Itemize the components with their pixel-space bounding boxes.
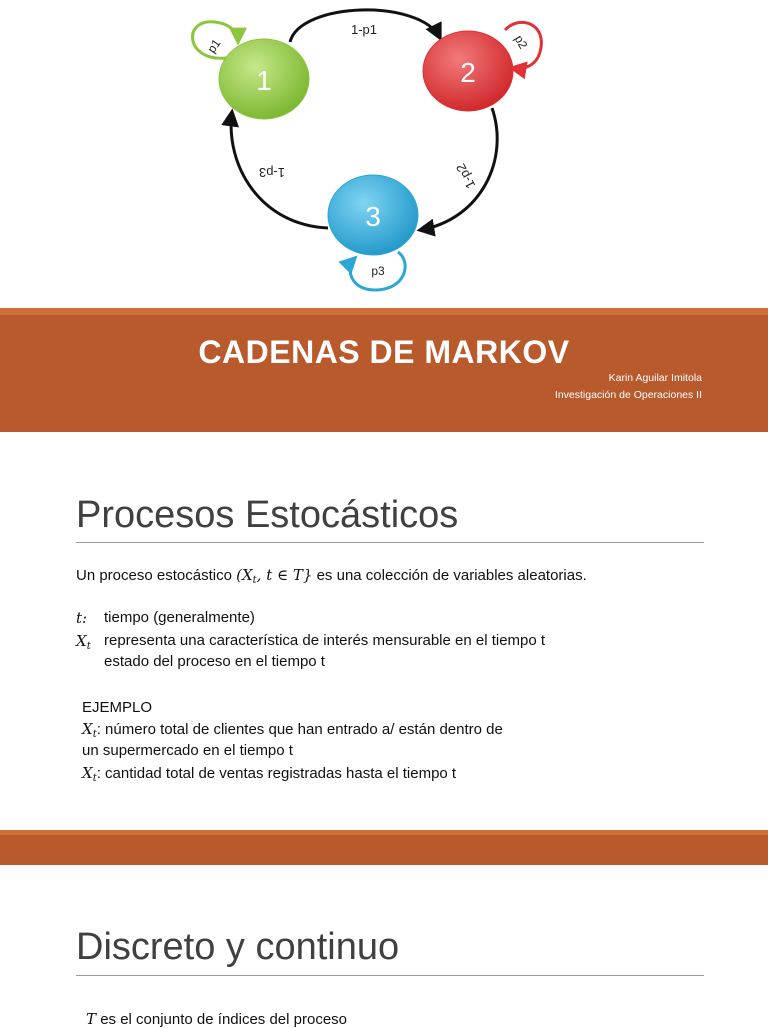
example-1-line-2: un supermercado en el tiempo t xyxy=(82,742,293,759)
slide-title: CADENAS DE MARKOV xyxy=(198,334,570,370)
course-name: Investigación de Operaciones II xyxy=(554,389,702,401)
example-1-symbol xyxy=(82,720,97,738)
heading-divider xyxy=(76,542,704,543)
edge-2-to-3-label: 1-p2 xyxy=(452,161,479,192)
definition-post: es una colección de variables aleatorias. xyxy=(316,567,587,584)
x-symbol-sub: t xyxy=(86,641,91,652)
title-band-accent xyxy=(0,308,768,315)
slide-separator-band xyxy=(0,830,768,865)
example-1-text: : número total de clientes que han entrado a/ están dentro de xyxy=(96,721,503,738)
x-symbol xyxy=(76,632,91,652)
example-2-symbol xyxy=(82,764,97,782)
edge-3-to-1-label: 1-p3 xyxy=(258,165,286,180)
example-2-text: : cantidad total de ventas registradas hasta el tiempo t xyxy=(96,765,457,782)
definition-math-sub: t xyxy=(252,575,257,586)
example-1-line-1 xyxy=(82,720,503,740)
x-description-1: representa una característica de interés mensurable en el tiempo t xyxy=(104,632,546,649)
self-loop-3-label: p3 xyxy=(371,264,385,278)
example-1-symbol-main: X xyxy=(82,720,93,738)
definition-math-x: (X xyxy=(236,566,253,584)
x-symbol-main: X xyxy=(76,632,87,650)
example-2-symbol-main: X xyxy=(82,764,93,782)
slide-3-line-1 xyxy=(86,1010,347,1028)
t-symbol: t: xyxy=(76,609,88,627)
definition-math-rest: , t ∈ T} xyxy=(256,566,313,584)
slide-3-heading: Discreto y continuo xyxy=(76,926,400,968)
definition-pre: Un proceso estocástico xyxy=(76,567,232,584)
slide-3-symbol: T xyxy=(86,1010,97,1028)
x-description-2: estado del proceso en el tiempo t xyxy=(104,653,325,670)
author-name: Karin Aguilar Imitola xyxy=(608,372,702,384)
self-loop-2-label: p2 xyxy=(511,32,531,52)
slide-3-text: es el conjunto de índices del proceso xyxy=(100,1011,348,1028)
node-1-label: 1 xyxy=(256,65,272,96)
example-label: EJEMPLO xyxy=(82,699,153,716)
edge-1-to-2-label: 1-p1 xyxy=(350,22,378,37)
slide-separator-accent xyxy=(0,830,768,835)
t-description: tiempo (generalmente) xyxy=(104,609,255,626)
definition-line xyxy=(76,566,587,586)
example-1-symbol-sub: t xyxy=(92,729,97,740)
node-2-label: 2 xyxy=(460,57,476,88)
slide-3-divider xyxy=(76,975,704,976)
example-2-line xyxy=(82,764,456,784)
example-2-symbol-sub: t xyxy=(92,773,97,784)
self-loop-1-label: p1 xyxy=(204,36,224,56)
markov-diagram xyxy=(0,0,768,310)
slide-heading: Procesos Estocásticos xyxy=(76,494,459,536)
node-3-label: 3 xyxy=(365,201,381,232)
definition-math xyxy=(236,566,312,584)
